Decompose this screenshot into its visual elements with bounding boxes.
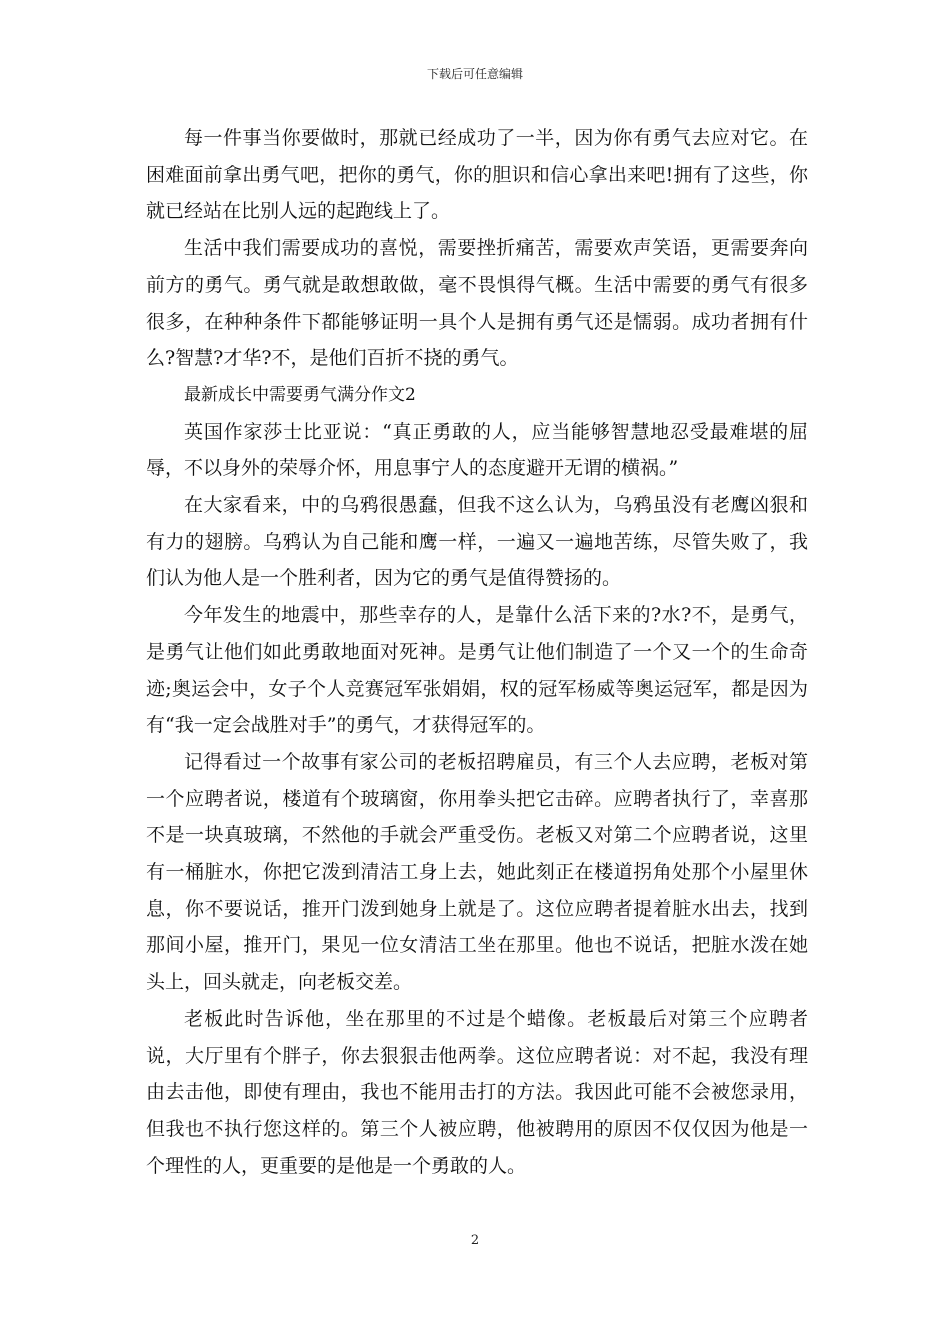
paragraph-7: 老板此时告诉他，坐在那里的不过是个蜡像。老板最后对第三个应聘者说，大厅里有个胖子，你去狠狠击他两拳。这位应聘者说：对不起，我没有理由去击他，即使有理由，我也不能用击打的方法。我因此可能不会被您录用，但我也不执行您这样的。第三个人被应聘，他被聘用的原因不仅仅因为他是一个理性的人，更重要的是他是一个勇敢的人。 [146,1007,808,1177]
document-body [146,120,808,1184]
section-heading: 最新成长中需要勇气满分作文2 [184,384,416,405]
paragraph-1: 每一件事当你要做时，那就已经成功了一半，因为你有勇气去应对它。在困难面前拿出勇气吧，把你的勇气，你的胆识和信心拿出来吧!拥有了这些，你就已经站在比别人远的起跑线上了。 [146,127,808,223]
paragraph-4: 在大家看来，中的乌鸦很愚蠢，但我不这么认为，乌鸦虽没有老鹰凶狠和有力的翅膀。乌鸦认为自己能和鹰一样，一遍又一遍地苦练，尽管失败了，我们认为他人是一个胜利者，因为它的勇气是值得赞扬的。 [146,494,808,590]
paragraph-3: 英国作家莎士比亚说：“真正勇敢的人，应当能够智慧地忍受最难堪的屈辱，不以身外的荣辱介怀，用息事宁人的态度避开无谓的横祸。” [146,420,808,480]
page-header: 下载后可任意编辑 [426,67,523,81]
paragraph-2: 生活中我们需要成功的喜悦，需要挫折痛苦，需要欢声笑语，更需要奔向前方的勇气。勇气就是敢想敢做，毫不畏惧得气概。生活中需要的勇气有很多很多，在种种条件下都能够证明一具个人是拥有勇气还是懦弱。成功者拥有什么?智慧?才华?不，是他们百折不挠的勇气。 [146,237,808,370]
page-number: 2 [470,1233,480,1248]
paragraph-5: 今年发生的地震中，那些幸存的人，是靠什么活下来的?水?不，是勇气，是勇气让他们如此勇敢地面对死神。是勇气让他们制造了一个又一个的生命奇迹;奥运会中，女子个人竞赛冠军张娟娟，权的冠军杨威等奥运冠军，都是因为有“我一定会战胜对手”的勇气，才获得冠军的。 [146,604,808,737]
paragraph-6: 记得看过一个故事有家公司的老板招聘雇员，有三个人去应聘，老板对第一个应聘者说，楼道有个玻璃窗，你用拳头把它击碎。应聘者执行了，幸喜那不是一块真玻璃，不然他的手就会严重受伤。老板又对第二个应聘者说，这里有一桶脏水，你把它泼到清洁工身上去，她此刻正在楼道拐角处那个小屋里休息，你不要说话，推开门泼到她身上就是了。这位应聘者提着脏水出去，找到那间小屋，推开门，果见一位女清洁工坐在那里。他也不说话，把脏水泼在她头上，回头就走，向老板交差。 [146,750,808,994]
